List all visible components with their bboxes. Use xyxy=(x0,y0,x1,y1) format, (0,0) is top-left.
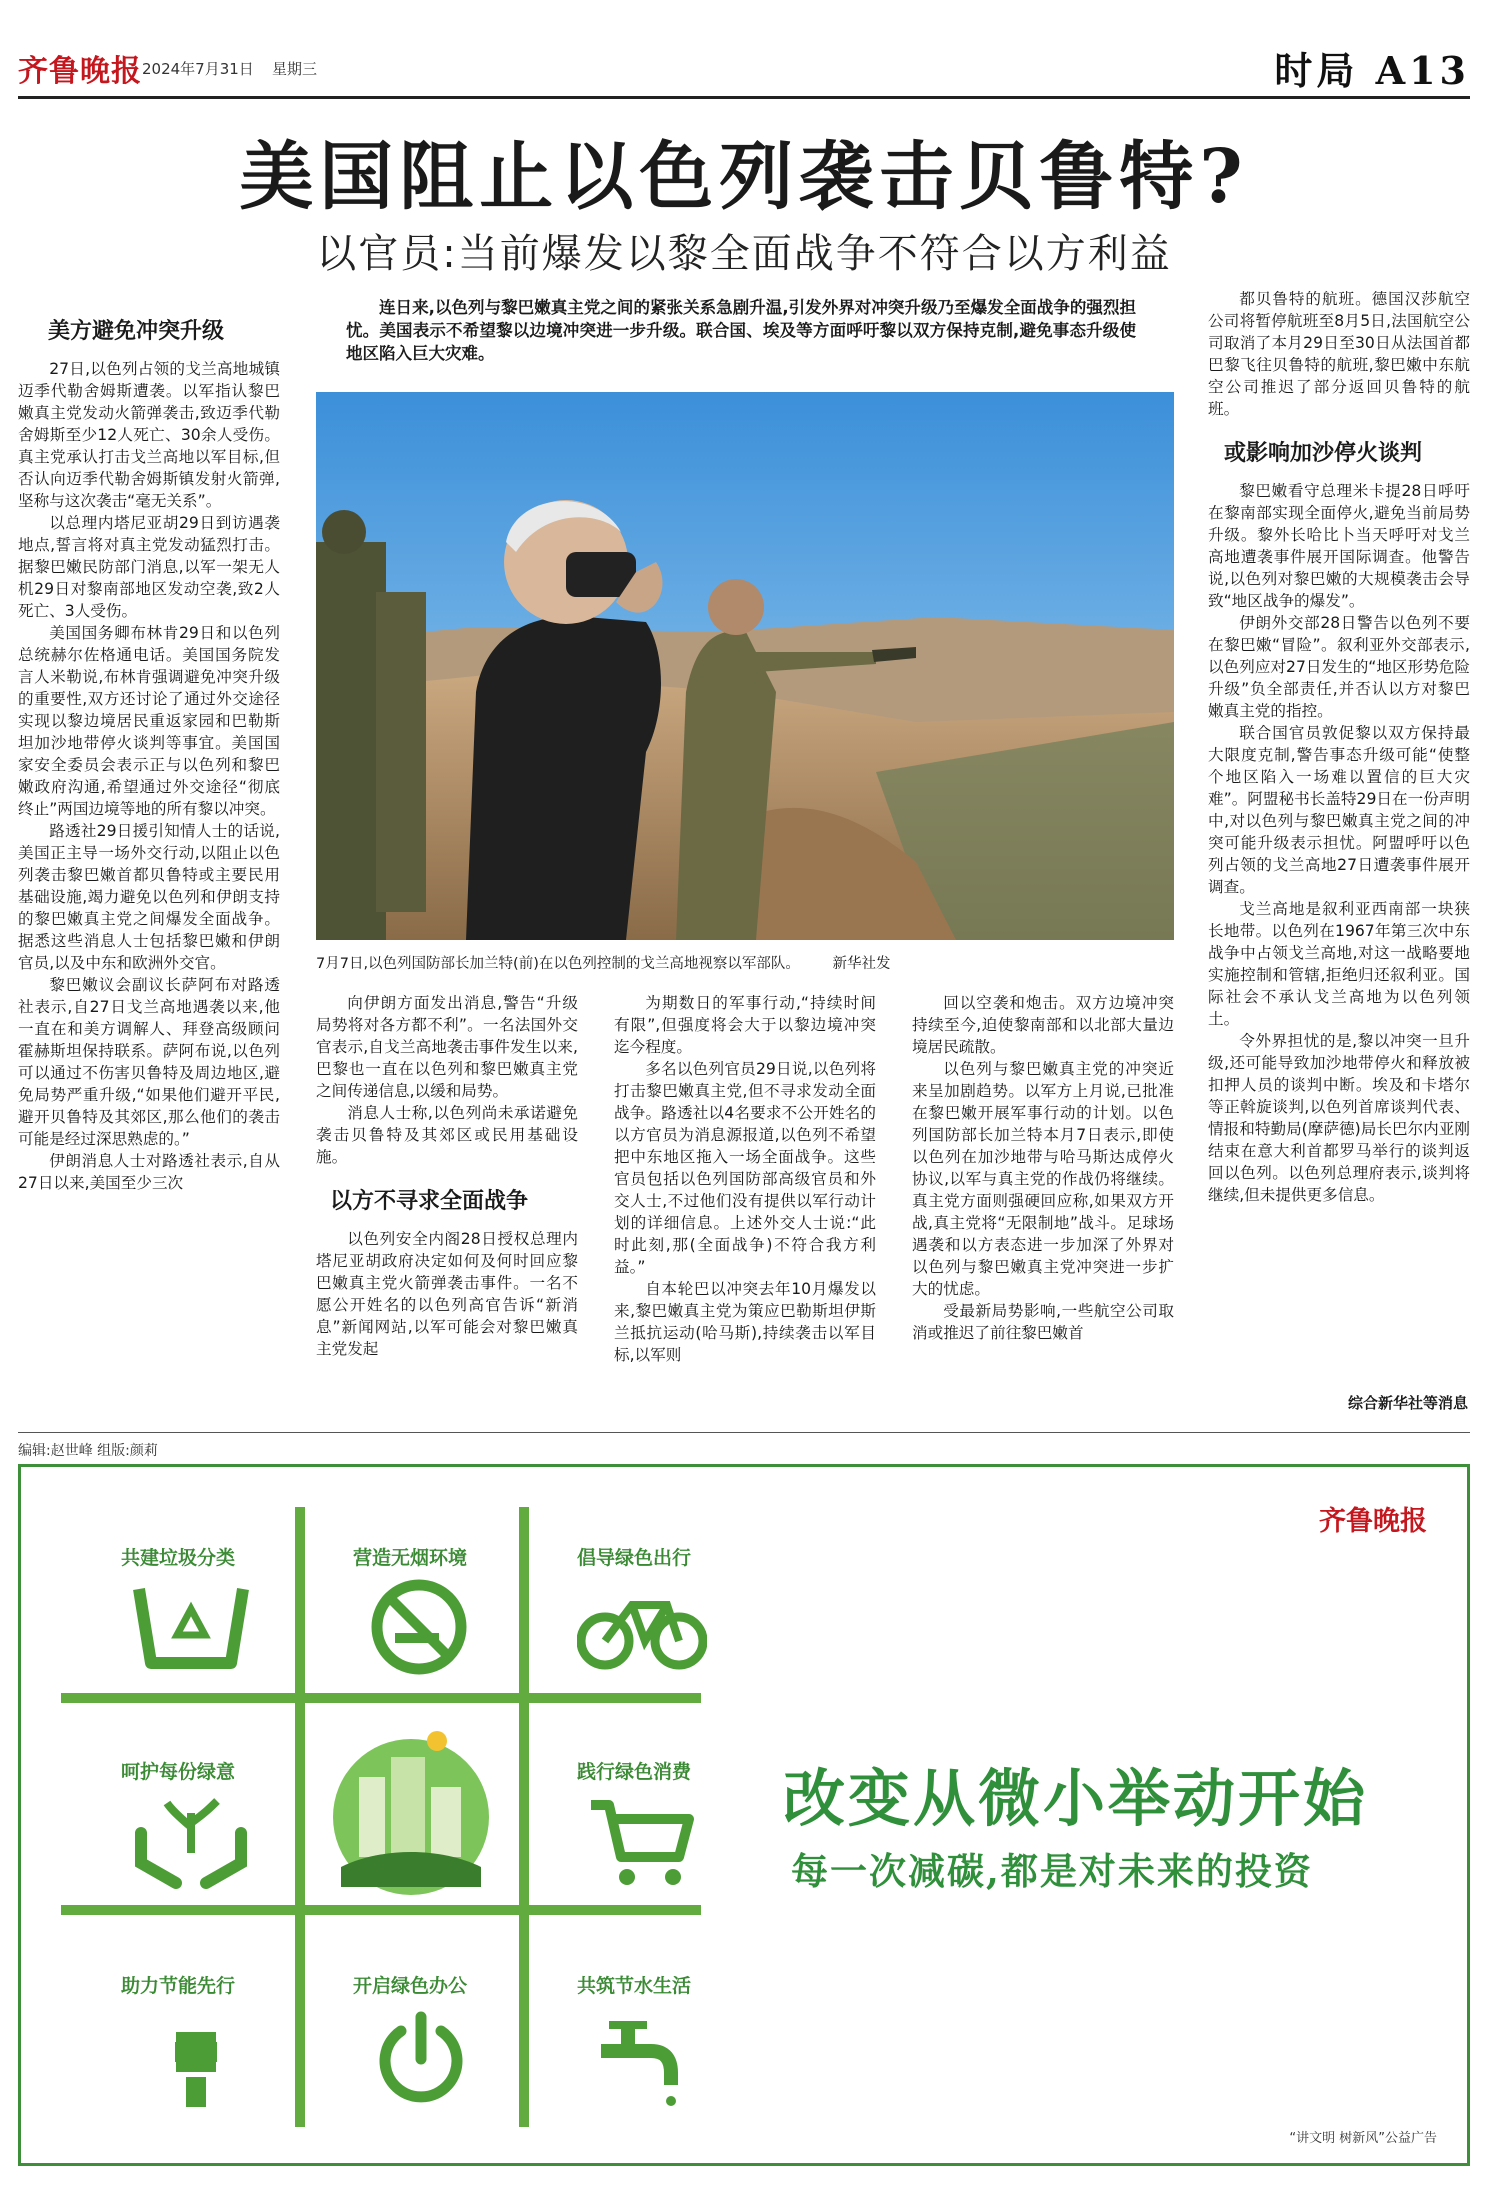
col1-para: 27日,以色列占领的戈兰高地城镇迈季代勒舍姆斯遭袭。以军指认黎巴嫩真主党发动火箭弹袭击,致迈季代勒舍姆斯至少12人死亡、30余人受伤。真主党承认打击戈兰高地以军目标,但否认向迈季代勒舍姆斯镇发射火箭弹,坚称与这次袭击“毫无关系”。 xyxy=(18,360,280,510)
column-2 xyxy=(316,992,578,1360)
photo-credit: 新华社发 xyxy=(832,956,891,972)
cart-icon xyxy=(585,1795,695,1889)
lead-paragraph xyxy=(346,296,1136,365)
col3-para: 多名以色列官员29日说,以色列将打击黎巴嫩真主党,但不寻求发动全面战争。路透社以4名要求不公开姓名的以方官员为消息源报道,以色列不希望把中东地区拖入一场全面战争。这些官员包括以色列国防部高级官员和外交人士,不过他们没有提供以军行动计划的详细信息。上述外交人士说:“此时此刻,那(全面战争)不符合我方利益。” xyxy=(614,1060,876,1276)
column-3 xyxy=(614,992,876,1366)
photo-caption xyxy=(316,952,1174,973)
section-label: 时局 A13 xyxy=(1274,48,1470,93)
news-photo xyxy=(316,392,1174,940)
no-smoking-icon xyxy=(369,1577,469,1677)
ad-note: “讲文明 树新风”公益广告 xyxy=(1289,2131,1437,2146)
col1-para: 美国国务卿布林肯29日和以色列总统赫尔佐格通电话。美国国务院发言人米勒说,布林肯强调避免冲突升级的重要性,双方还讨论了通过外交途径实现以黎边境居民重返家园和巴勒斯坦加沙地带停火谈判等事宜。美国国家安全委员会表示正与以色列和黎巴嫩政府沟通,希望通过外交途径“彻底终止”两国边境等地的所有黎以冲突。 xyxy=(18,624,280,818)
col5-para: 令外界担忧的是,黎以冲突一旦升级,还可能导致加沙地带停火和释放被扣押人员的谈判中断。埃及和卡塔尔等正斡旋谈判,以色列首席谈判代表、情报和特勤局(摩萨德)局长巴尔内亚刚结束在意大利首都罗马举行的谈判返回以色列。以色列总理府表示,谈判将继续,但未提供更多信息。 xyxy=(1208,1032,1470,1204)
col3-para: 为期数日的军事行动,“持续时间有限”,但强度将会大于以黎边境冲突迄今程度。 xyxy=(614,994,876,1056)
column-1 xyxy=(18,316,280,1194)
section-heading-1: 美方避免冲突升级 xyxy=(48,318,225,344)
col3-para: 自本轮巴以冲突去年10月爆发以来,黎巴嫩真主党为策应巴勒斯坦伊斯兰抵抗运动(哈马斯),持续袭击以军目标,以军则 xyxy=(614,1280,876,1364)
headline: 美国阻止以色列袭击贝鲁特? xyxy=(239,134,1249,220)
faucet-icon xyxy=(591,2011,681,2111)
section-heading-2: 以方不寻求全面战争 xyxy=(330,1188,529,1214)
issue-weekday: 星期三 xyxy=(272,60,318,78)
ad-label-1: 共建垃圾分类 xyxy=(121,1547,236,1569)
ad-label-3: 倡导绿色出行 xyxy=(577,1547,692,1569)
col1-para: 伊朗消息人士对路透社表示,自从27日以来,美国至少三次 xyxy=(18,1152,280,1192)
column-5 xyxy=(1208,288,1470,1206)
col4-para: 回以空袭和炮击。双方边境冲突持续至今,迫使黎南部和以北部大量边境居民疏散。 xyxy=(912,994,1174,1056)
ad-label-5: 践行绿色消费 xyxy=(577,1761,692,1783)
issue-date: 2024年7月31日 xyxy=(142,60,254,78)
article-credit: 综合新华社等消息 xyxy=(1347,1394,1468,1412)
ad-label-4: 呵护每份绿意 xyxy=(121,1761,236,1783)
editors-line: 编辑:赵世峰 组版:颜莉 xyxy=(18,1443,158,1459)
recycle-icon xyxy=(131,1579,251,1675)
section-heading-3: 或影响加沙停火谈判 xyxy=(1224,440,1423,466)
ad-logo: 齐鲁晚报 xyxy=(1319,1506,1427,1537)
city-illustration xyxy=(321,1717,501,1897)
col2-para: 消息人士称,以色列尚未承诺避免袭击贝鲁特及其郊区或民用基础设施。 xyxy=(316,1104,578,1166)
power-icon xyxy=(371,2007,471,2107)
ad-slogan: 改变从微小举动开始 xyxy=(783,1762,1369,1835)
column-4 xyxy=(912,992,1174,1344)
public-service-ad xyxy=(18,1464,1470,2166)
ad-label-6: 助力节能先行 xyxy=(121,1975,236,1997)
col2-para: 以色列安全内阁28日授权总理内塔尼亚胡政府决定如何及何时回应黎巴嫩真主党火箭弹袭击事件。一名不愿公开姓名的以色列高官告诉“新消息”新闻网站,以军可能会对黎巴嫩真主党发起 xyxy=(316,1230,578,1358)
hands-plant-icon xyxy=(131,1793,251,1889)
col5-para: 联合国官员敦促黎以双方保持最大限度克制,警告事态升级可能“使整个地区陷入一场难以置信的巨大灾难”。阿盟秘书长盖特29日在一份声明中,对以色列与黎巴嫩真主党之间的冲突可能升级表示担忧。阿盟呼吁以色列占领的戈兰高地27日遭袭事件展开调查。 xyxy=(1208,724,1470,896)
col5-para: 戈兰高地是叙利亚西南部一块狭长地带。以色列在1967年第三次中东战争中占领戈兰高地,对这一战略要地实施控制和管辖,拒绝归还叙利亚。国际社会不承认戈兰高地为以色列领土。 xyxy=(1208,900,1470,1028)
ad-grid-line xyxy=(61,1693,701,1703)
col2-para: 向伊朗方面发出消息,警告“升级局势将对各方都不利”。一名法国外交官表示,自戈兰高地袭击事件发生以来,巴黎也一直在以色列和黎巴嫩真主党之间传递信息,以缓和局势。 xyxy=(316,994,578,1100)
subheadline: 以官员:当前爆发以黎全面战争不符合以方利益 xyxy=(316,231,1172,277)
photo-illustration xyxy=(316,392,1174,940)
ad-label-8: 共筑节水生活 xyxy=(577,1975,692,1997)
col5-para: 黎巴嫩看守总理米卡提28日呼吁在黎南部实现全面停火,避免当前局势升级。黎外长哈比卜当天呼吁对戈兰高地遭袭事件展开国际调查。他警告说,以色列对黎巴嫩的大规模袭击会导致“地区战争的爆发”。 xyxy=(1208,482,1470,610)
col1-para: 黎巴嫩议会副议长萨阿布对路透社表示,自27日戈兰高地遇袭以来,他一直在和美方调解人、拜登高级顾问霍赫斯坦保持联系。萨阿布说,以色列可以通过不伤害贝鲁特及周边地区,避免局势严重升级,“如果他们避开平民,避开贝鲁特及其郊区,那么他们的袭击可能是经过深思熟虑的。” xyxy=(18,976,280,1148)
ad-grid-line xyxy=(61,1905,701,1915)
ad-label-7: 开启绿色办公 xyxy=(353,1975,468,1997)
bulb-icon xyxy=(161,2007,231,2117)
ad-subslogan: 每一次减碳,都是对未来的投资 xyxy=(791,1849,1313,1893)
col4-para: 受最新局势影响,一些航空公司取消或推迟了前往黎巴嫩首 xyxy=(912,1302,1174,1342)
lead-text: 连日来,以色列与黎巴嫩真主党之间的紧张关系急剧升温,引发外界对冲突升级乃至爆发全面战争的强烈担忧。美国表示不希望黎以边境冲突进一步升级。联合国、埃及等方面呼吁黎以双方保持克制,避免事态升级使地区陷入巨大灾难。 xyxy=(346,298,1136,363)
ad-grid-line xyxy=(295,1507,305,2127)
bicycle-icon xyxy=(577,1583,707,1673)
editors-rule xyxy=(18,1432,1470,1433)
col5-para: 都贝鲁特的航班。德国汉莎航空公司将暂停航班至8月5日,法国航空公司取消了本月29日至30日从法国首都巴黎飞往贝鲁特的航班,黎巴嫩中东航空公司推迟了部分返回贝鲁特的航班。 xyxy=(1208,290,1470,418)
ad-label-2: 营造无烟环境 xyxy=(353,1547,468,1569)
col1-para: 路透社29日援引知情人士的话说,美国正主导一场外交行动,以阻止以色列袭击黎巴嫩首都贝鲁特或主要民用基础设施,竭力避免以色列和伊朗支持的黎巴嫩真主党之间爆发全面战争。据悉这些消息人士包括黎巴嫩和伊朗官员,以及中东和欧洲外交官。 xyxy=(18,822,280,972)
ad-grid-line xyxy=(519,1507,529,2127)
col1-para: 以总理内塔尼亚胡29日到访遇袭地点,誓言将对真主党发动猛烈打击。据黎巴嫩民防部门消息,以军一架无人机29日对黎南部地区发动空袭,致2人死亡、3人受伤。 xyxy=(18,514,280,620)
caption-text: 7月7日,以色列国防部长加兰特(前)在以色列控制的戈兰高地视察以军部队。 xyxy=(316,956,800,972)
masthead-logo: 齐鲁晚报 xyxy=(18,54,142,89)
header-rule xyxy=(18,96,1470,99)
col4-para: 以色列与黎巴嫩真主党的冲突近来呈加剧趋势。以军方上月说,已批准在黎巴嫩开展军事行动的计划。以色列国防部长加兰特本月7日表示,即使以色列在加沙地带与哈马斯达成停火协议,以军与真主党的作战仍将继续。真主党方面则强硬回应称,如果双方开战,真主党将“无限制地”战斗。足球场遇袭和以方表态进一步加深了外界对以色列与黎巴嫩真主党冲突进一步扩大的忧虑。 xyxy=(912,1060,1174,1298)
col5-para: 伊朗外交部28日警告以色列不要在黎巴嫩“冒险”。叙利亚外交部表示,以色列应对27日发生的“地区形势危险升级”负全部责任,并否认以方对黎巴嫩真主党的指控。 xyxy=(1208,614,1470,720)
